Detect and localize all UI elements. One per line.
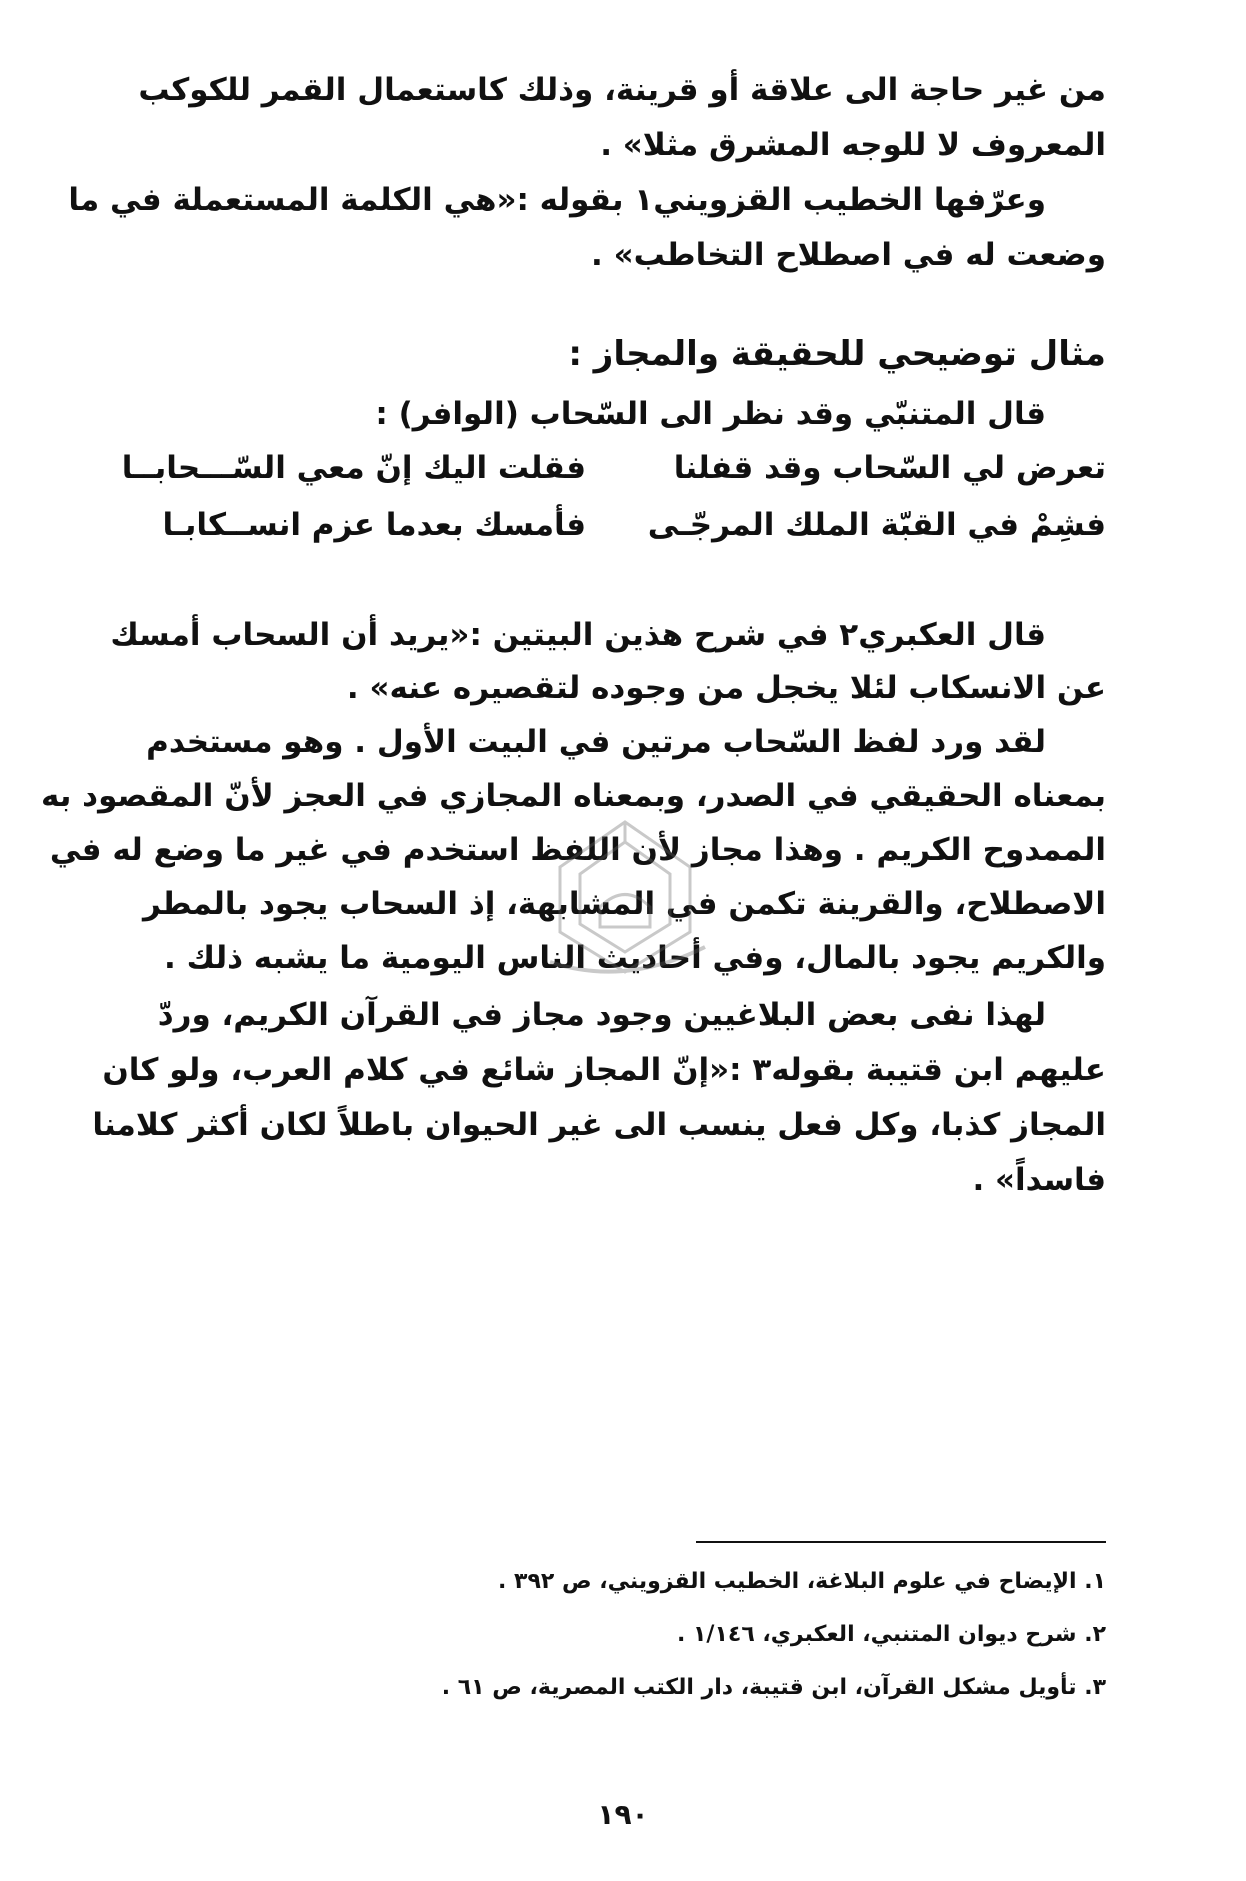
- text-line: عن الانسكاب لئلا يخجل من وجوده لتقصيره عنه» .: [346, 670, 1106, 706]
- text-line: فاسداً» .: [972, 1162, 1106, 1198]
- library-seal-icon: [530, 812, 720, 982]
- text-line: لهذا نفى بعض البلاغيين وجود مجاز في القرآن الكريم، وردّ: [157, 997, 1046, 1033]
- verse-1-second-half: فقلت اليك إنّ معي السّـــحابــا: [121, 450, 586, 486]
- footnote-separator: [696, 1541, 1106, 1543]
- text-line: لقد ورد لفظ السّحاب مرتين في البيت الأول . وهو مستخدم: [146, 724, 1046, 760]
- footnote: ٣. تأويل مشكل القرآن، ابن قتيبة، دار الكتب المصرية، ص ٦١ .: [441, 1675, 1106, 1700]
- verse-intro: قال المتنبّي وقد نظر الى السّحاب (الوافر) :: [375, 396, 1046, 432]
- text-line: بمعناه الحقيقي في الصدر، وبمعناه المجازي في العجز لأنّ المقصود به: [40, 778, 1106, 814]
- text-line: المعروف لا للوجه المشرق مثلا» .: [600, 127, 1106, 163]
- page-number: ١٩٠: [597, 1798, 649, 1831]
- section-heading: مثال توضيحي للحقيقة والمجاز :: [568, 334, 1106, 374]
- text-line: الاصطلاح، والقرينة تكمن في المشابهة، إذ السحاب يجود بالمطر: [143, 886, 1106, 922]
- footnote: ٢. شرح ديوان المتنبي، العكبري، ١/١٤٦ .: [676, 1622, 1106, 1647]
- footnote: ١. الإيضاح في علوم البلاغة، الخطيب القزويني، ص ٣٩٢ .: [498, 1569, 1106, 1594]
- text-line: وضعت له في اصطلاح التخاطب» .: [591, 237, 1106, 273]
- text-line: من غير حاجة الى علاقة أو قرينة، وذلك كاستعمال القمر للكوكب: [138, 72, 1106, 108]
- text-line: قال العكبري٢ في شرح هذين البيتين :«يريد أن السحاب أمسك: [110, 617, 1046, 653]
- text-line: وعرّفها الخطيب القزويني١ بقوله :«هي الكلمة المستعملة في ما: [68, 182, 1046, 218]
- text-line: عليهم ابن قتيبة بقوله٣ :«إنّ المجاز شائع في كلام العرب، ولو كان: [102, 1052, 1106, 1088]
- verse-2-first-half: فشِمْ في القبّة الملك المرجّـى: [647, 507, 1106, 543]
- text-line: والكريم يجود بالمال، وفي أحاديث الناس اليومية ما يشبه ذلك .: [164, 940, 1106, 976]
- verse-1-first-half: تعرض لي السّحاب وقد قفلنا: [673, 450, 1106, 486]
- verse-2-second-half: فأمسك بعدما عزم انســكابـا: [162, 507, 586, 543]
- text-line: المجاز كذبا، وكل فعل ينسب الى غير الحيوان باطلاً لكان أكثر كلامنا: [92, 1107, 1106, 1143]
- text-line: الممدوح الكريم . وهذا مجاز لأن اللفظ استخدم في غير ما وضع له في: [49, 832, 1106, 868]
